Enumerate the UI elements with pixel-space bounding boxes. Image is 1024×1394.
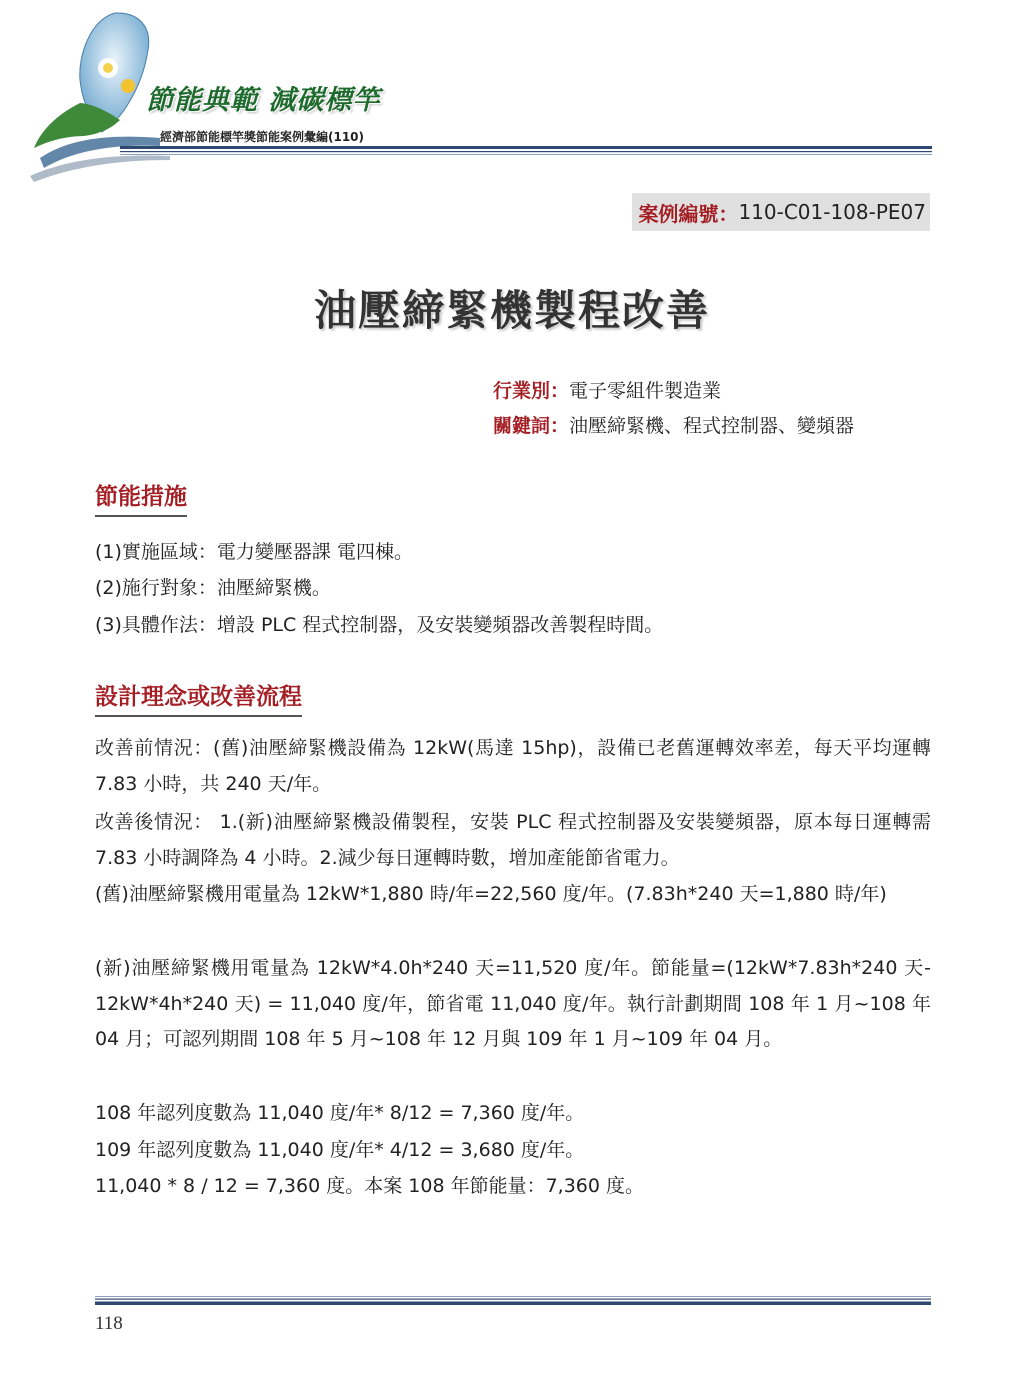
section-heading-design: 設計理念或改善流程 — [95, 678, 302, 717]
header-rule — [120, 146, 932, 156]
industry-label: 行業別： — [493, 380, 570, 402]
case-number-value: 110-C01-108-PE07 — [738, 200, 926, 224]
meta-industry — [493, 376, 721, 403]
keywords-value: 油壓締緊機、程式控制器、變頻器 — [569, 415, 855, 437]
industry-value: 電子零組件製造業 — [569, 380, 722, 402]
case-number-box — [632, 193, 930, 231]
design-paragraph: 11,040 * 8 / 12 = 7,360 度。本案 108 年節能量：7,360 度。 — [95, 1175, 645, 1197]
measure-item: (3)具體作法：增設 PLC 程式控制器，及安裝變頻器改善製程時間。 — [95, 614, 664, 636]
keywords-label: 關鍵詞： — [493, 415, 570, 437]
design-paragraph: 改善前情況：(舊)油壓締緊機設備為 12kW(馬達 15hp)，設備已老舊運轉效率差，每天平均運轉 7.83 小時，共 240 天/年。 — [95, 737, 931, 795]
design-paragraph: 109 年認列度數為 11,040 度/年* 4/12 = 3,680 度/年。 — [95, 1139, 585, 1161]
case-number-label: 案例編號： — [638, 201, 739, 226]
design-paragraph: (舊)油壓締緊機用電量為 12kW*1,880 時/年=22,560 度/年。(7.83h*240 天=1,880 時/年) — [95, 883, 887, 905]
design-paragraph: 108 年認列度數為 11,040 度/年* 8/12 = 7,360 度/年。 — [95, 1102, 585, 1124]
logo-title: 節能典範 減碳標竿 — [146, 85, 381, 116]
logo-subtitle: 經濟部節能標竿獎節能案例彙編(110) — [160, 130, 365, 144]
page-number: 118 — [95, 1313, 123, 1334]
footer-rule — [95, 1296, 931, 1305]
measure-item: (2)施行對象：油壓締緊機。 — [95, 577, 331, 599]
meta-keywords — [493, 411, 854, 438]
section-heading-measures: 節能措施 — [95, 478, 187, 517]
design-paragraph: (新)油壓締緊機用電量為 12kW*4.0h*240 天=11,520 度/年。節能量=(12kW*7.83h*240 天- 12kW*4h*240 天) = 11,040 度/年，節省電 11,040 度/年。執行計劃期間 108 年 1 月~108 年 04 月；可認列期間 108 年 5 月~108 年 12 月與 109 年 1 月~109 年 04 月。 — [95, 957, 931, 1050]
measure-item: (1)實施區域：電力變壓器課 電四棟。 — [95, 541, 413, 563]
document-title: 油壓締緊機製程改善 — [313, 286, 710, 335]
design-paragraph: 改善後情況： 1.(新)油壓締緊機設備製程，安裝 PLC 程式控制器及安裝變頻器，原本每日運轉需 7.83 小時調降為 4 小時。2.減少每日運轉時數，增加產能節省電力。 — [95, 811, 931, 869]
